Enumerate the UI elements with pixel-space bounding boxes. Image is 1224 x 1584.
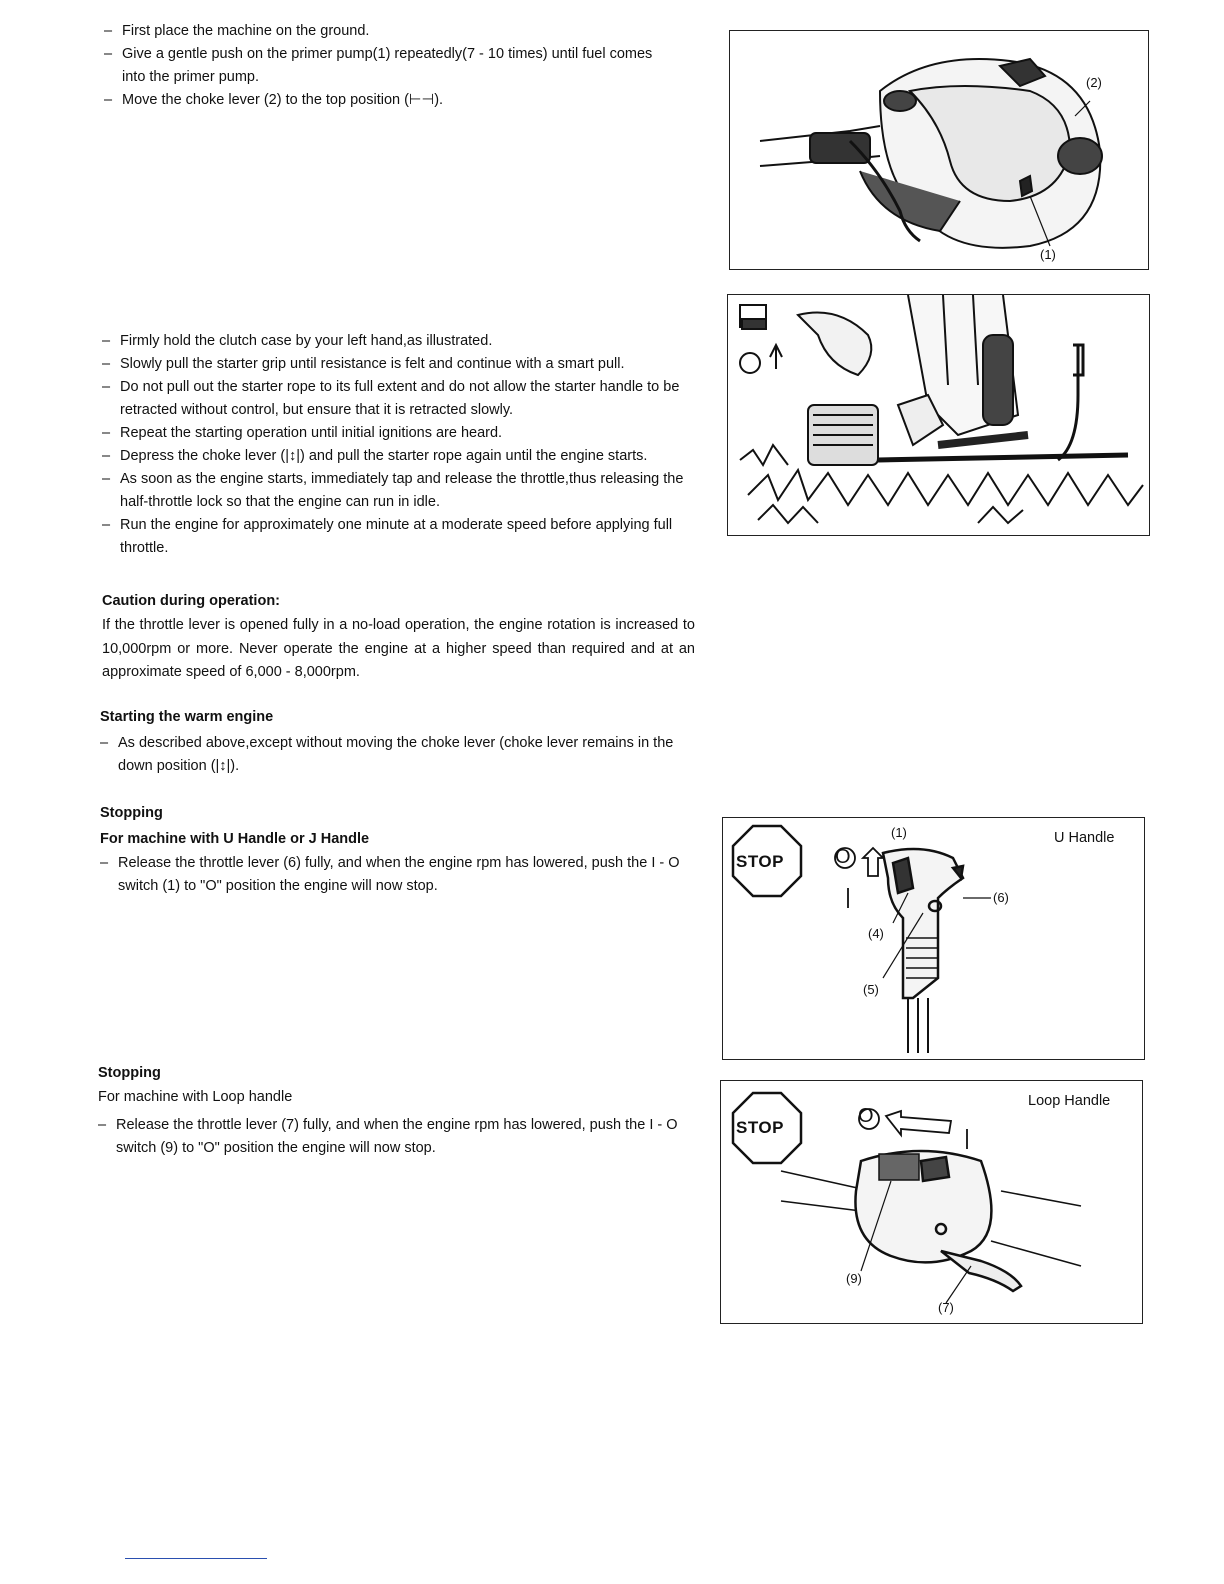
stop-sign-label: STOP xyxy=(736,852,784,871)
warm-heading: Starting the warm engine xyxy=(100,709,274,725)
fig4-label-9: (9) xyxy=(846,1271,862,1286)
caution-heading: Caution during operation: xyxy=(102,593,281,609)
fig3-caption: U Handle xyxy=(1054,830,1115,846)
figure-primer-pump xyxy=(729,30,1149,270)
pull-step-5: – Depress the choke lever (|↕|) and pull the starter rope again until the engine starts. xyxy=(98,445,698,468)
stop-loop-steps xyxy=(94,1114,694,1160)
fig3-label-1: (1) xyxy=(891,825,907,840)
u-handle-illustration xyxy=(723,818,1144,1059)
fig4-label-7: (7) xyxy=(938,1300,954,1315)
figure-starting-engine xyxy=(727,294,1150,536)
stop-sign-label: STOP xyxy=(736,1118,784,1137)
fig1-label-1: (1) xyxy=(1040,247,1056,262)
pull-step-4: – Repeat the starting operation until initial ignitions are heard. xyxy=(98,422,698,445)
start-step-3: – Move the choke lever (2) to the top position (⊢⊣). xyxy=(100,89,670,112)
starting-engine-illustration xyxy=(728,295,1149,535)
loop-handle-illustration xyxy=(721,1081,1142,1323)
fig4-caption: Loop Handle xyxy=(1028,1093,1111,1109)
figure-u-handle xyxy=(722,817,1145,1060)
start-step-2: – Give a gentle push on the primer pump(1) repeatedly(7 - 10 times) until fuel comes into the primer pump. xyxy=(100,43,670,89)
stop-loop-step: – Release the throttle lever (7) fully, and when the engine rpm has lowered, push the I - O switch (9) to "O" position the engine will now stop. xyxy=(94,1114,694,1160)
fig3-label-6: (6) xyxy=(993,890,1009,905)
primer-pump-illustration xyxy=(730,31,1148,269)
pull-step-2: – Slowly pull the starter grip until resistance is felt and continue with a smart pull. xyxy=(98,353,698,376)
stop-u-heading: Stopping xyxy=(100,805,163,821)
stop-u-subheading: For machine with U Handle or J Handle xyxy=(100,831,370,847)
pull-step-7: – Run the engine for approximately one minute at a moderate speed before applying full throttle. xyxy=(98,514,698,560)
fig1-label-2: (2) xyxy=(1086,75,1102,90)
fig3-label-4: (4) xyxy=(868,926,884,941)
fig4-switch-o: O xyxy=(858,1105,874,1127)
warm-step: – As described above,except without moving the choke lever (choke lever remains in the down position (|↕|). xyxy=(96,732,696,778)
warm-steps xyxy=(96,732,696,778)
stop-u-steps xyxy=(96,852,696,898)
pull-step-1: – Firmly hold the clutch case by your left hand,as illustrated. xyxy=(98,330,698,353)
stop-loop-subheading: For machine with Loop handle xyxy=(98,1089,293,1105)
figure-loop-handle xyxy=(720,1080,1143,1324)
footer-divider xyxy=(125,1558,267,1559)
stop-loop-heading: Stopping xyxy=(98,1065,161,1081)
pull-step-3: – Do not pull out the starter rope to its full extent and do not allow the starter handle to be retracted without control, but ensure that it is retracted slowly. xyxy=(98,376,698,422)
caution-text: If the throttle lever is opened fully in a no-load operation, the engine rotation is increased to 10,000rpm or more. Never operate the engine at a higher speed than required and at an approximate speed of 6,000 - 8,000rpm. xyxy=(102,617,695,680)
pull-step-6: – As soon as the engine starts, immediately tap and release the throttle,thus releasing the half-throttle lock so that the engine can run in idle. xyxy=(98,468,698,514)
start-steps xyxy=(100,20,670,112)
stop-u-step: – Release the throttle lever (6) fully, and when the engine rpm has lowered, push the I - O switch (1) to "O" position the engine will now stop. xyxy=(96,852,696,898)
fig3-switch-o: O xyxy=(835,846,851,868)
fig3-label-5: (5) xyxy=(863,982,879,997)
pull-steps xyxy=(98,330,698,560)
start-step-1: – First place the machine on the ground. xyxy=(100,20,670,43)
